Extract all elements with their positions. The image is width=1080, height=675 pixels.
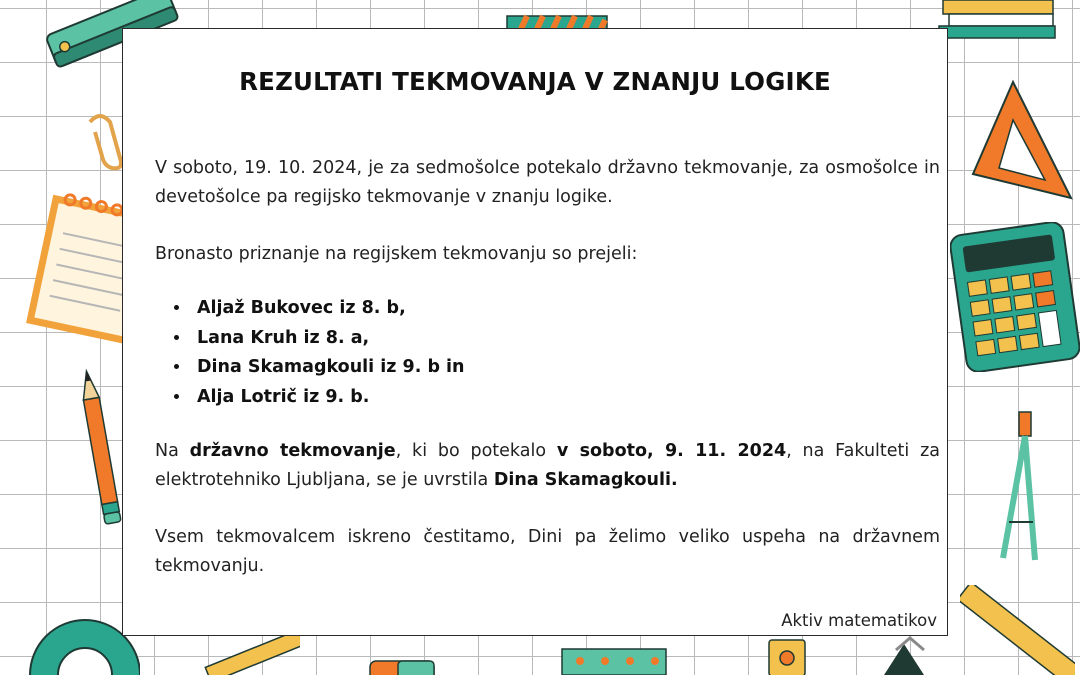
washi-tape-icon (560, 645, 670, 675)
page-title: REZULTATI TEKMOVANJA V ZNANJU LOGIKE (239, 67, 831, 96)
eraser-icon (368, 655, 438, 675)
list-item: • Lana Kruh iz 8. a, (191, 324, 465, 354)
national-date: v soboto, 9. 11. 2024 (556, 441, 787, 461)
announcement-card (122, 28, 948, 636)
list-item: • Alja Lotrič iz 9. b. (191, 383, 465, 413)
winners-list (163, 294, 465, 412)
ruler-icon (960, 585, 1075, 675)
binder-clip-icon (880, 636, 940, 675)
calculator-icon (950, 222, 1080, 372)
paperclip-icon (80, 110, 128, 172)
national-emphasis: državno tekmovanje (189, 441, 396, 461)
qualified-student: Dina Skamagkouli. (493, 469, 678, 490)
compass-icon (995, 410, 1055, 570)
sharpener-icon (765, 636, 810, 675)
pencil-icon (78, 368, 122, 528)
list-item: • Aljaž Bukovec iz 8. b, (191, 294, 465, 324)
national-text: Na (155, 441, 190, 461)
books-icon (935, 0, 1060, 48)
national-text: , na Fakulteti za elektrotehniko Ljubljana, se je uvrstila (155, 441, 940, 490)
signature: Aktiv matematikov (781, 611, 937, 630)
national-text: , ki bo potekalo (395, 441, 557, 461)
list-item: • Dina Skamagkouli iz 9. b in (191, 353, 465, 383)
national-paragraph (155, 437, 940, 494)
triangle-ruler-icon (965, 78, 1075, 206)
congrats-paragraph: Vsem tekmovalcem iskreno čestitamo, Dini pa želimo veliko uspeha na državnem tekmovanju. (155, 527, 940, 576)
intro-paragraph: V soboto, 19. 10. 2024, je za sedmošolce potekalo državno tekmovanje, za osmošolce in devetošolce pa regijsko tekmovanje v znanju logike. (155, 158, 940, 207)
bronze-heading: Bronasto priznanje na regijskem tekmovanju so prejeli: (155, 244, 638, 264)
ruler-icon (200, 630, 300, 675)
